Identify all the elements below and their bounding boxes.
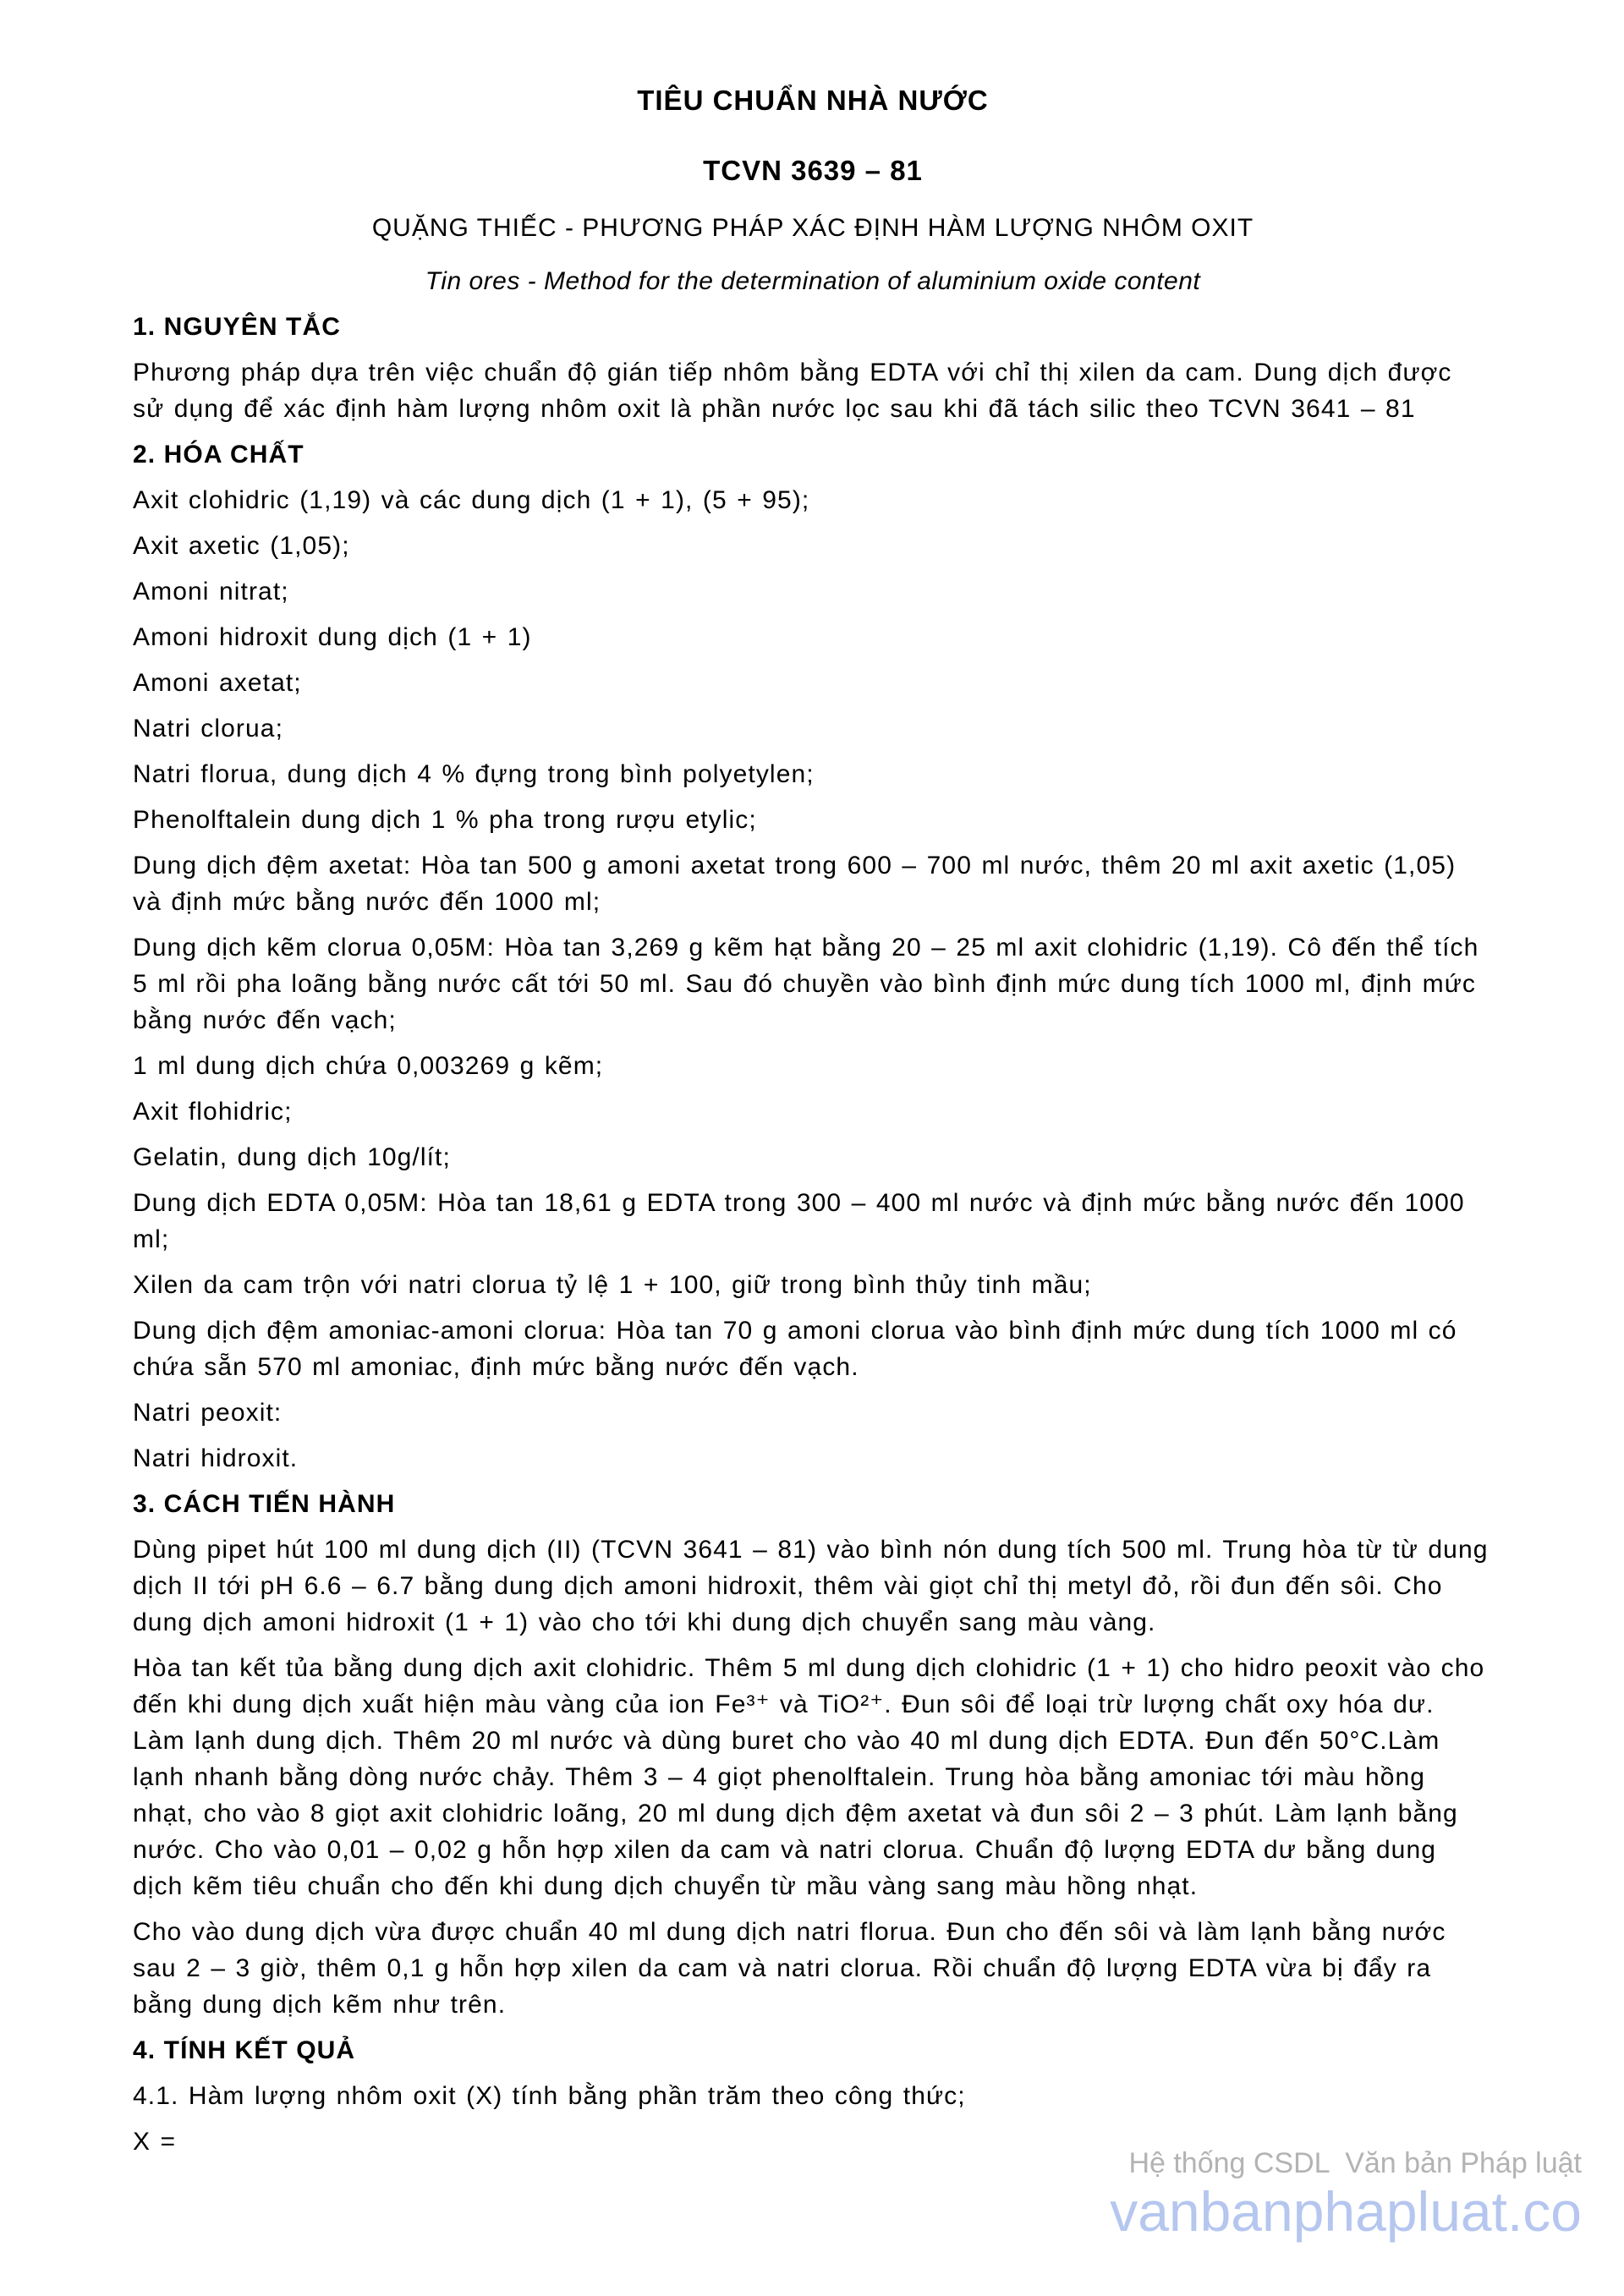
- doc-category-title: TIÊU CHUẨN NHÀ NƯỚC: [637, 85, 989, 116]
- reagent-item: Dung dịch EDTA 0,05M: Hòa tan 18,61 g EDTA trong 300 – 400 ml nước và định mức bằng nước đến 1000 ml;: [133, 1189, 1465, 1253]
- procedure-paragraph: Cho vào dung dịch vừa được chuẩn 40 ml dung dịch natri florua. Đun cho đến sôi và làm lạnh bằng nước sau 2 – 3 giờ, thêm 0,1 g hỗn hợp xilen da cam và natri clorua. Rồi chuẩn độ lượng EDTA vừa bị đẩy ra bằng dung dịch kẽm như trên.: [133, 1918, 1446, 2019]
- reagent-item: Axit clohidric (1,19) và các dung dịch (1 + 1), (5 + 95);: [133, 486, 810, 514]
- title-english: Tin ores - Method for the determination of aluminium oxide content: [425, 267, 1201, 295]
- reagent-item: Amoni axetat;: [133, 669, 302, 697]
- reagent-item: Natri florua, dung dịch 4 % đựng trong bình polyetylen;: [133, 760, 815, 788]
- section-1-paragraph: Phương pháp dựa trên việc chuẩn độ gián tiếp nhôm bằng EDTA với chỉ thị xilen da cam. Dung dịch được sử dụng để xác định hàm lượng nhôm oxit là phần nước lọc sau khi đã tách silic theo TCVN 3641 – 81: [133, 359, 1452, 423]
- reagent-item: 1 ml dung dịch chứa 0,003269 g kẽm;: [133, 1052, 604, 1080]
- procedure-paragraph: Dùng pipet hút 100 ml dung dịch (II) (TCVN 3641 – 81) vào bình nón dung tích 500 ml. Trung hòa từ từ dung dịch II tới pH 6.6 – 6.7 bằng dung dịch amoni hidroxit, thêm vài giọt chỉ thị metyl đỏ, rồi đun đến sôi. Cho dung dịch amoni hidroxit (1 + 1) vào cho tới khi dung dịch chuyển sang màu vàng.: [133, 1536, 1489, 1636]
- watermark-site-name: vanbanphapluat.co: [1110, 2180, 1582, 2243]
- section-1-heading: 1. NGUYÊN TẮC: [133, 313, 341, 341]
- watermark: [1110, 2146, 1582, 2241]
- procedure-paragraph: Hòa tan kết tủa bằng dung dịch axit clohidric. Thêm 5 ml dung dịch clohidric (1 + 1) cho hidro peoxit vào cho đến khi dung dịch xuất hiện màu vàng của ion Fe³⁺ và TiO²⁺. Đun sôi để loại trừ lượng chất oxy hóa dư. Làm lạnh dung dịch. Thêm 20 ml nước và dùng buret cho vào 40 ml dung dịch EDTA. Đun đến 50°C.Làm lạnh nhanh bằng dòng nước chảy. Thêm 3 – 4 giọt phenolftalein. Trung hòa bằng amoniac tới màu hồng nhạt, cho vào 8 giọt axit clohidric loãng, 20 ml dung dịch đệm axetat và đun sôi 2 – 3 phút. Làm lạnh bằng nước. Cho vào 0,01 – 0,02 g hỗn hợp xilen da cam và natri clorua. Chuẩn độ lượng EDTA dư bằng dung dịch kẽm tiêu chuẩn cho đến khi dung dịch chuyển từ mầu vàng sang màu hồng nhạt.: [133, 1654, 1485, 1900]
- reagent-item: Xilen da cam trộn với natri clorua tỷ lệ 1 + 100, giữ trong bình thủy tinh mầu;: [133, 1271, 1092, 1299]
- reagent-item: Gelatin, dung dịch 10g/lít;: [133, 1143, 451, 1171]
- reagent-item: Dung dịch đệm amoniac-amoni clorua: Hòa tan 70 g amoni clorua vào bình định mức dung tích 1000 ml có chứa sẵn 570 ml amoniac, định mức bằng nước đến vạch.: [133, 1317, 1457, 1381]
- section-4-heading: 4. TÍNH KẾT QUẢ: [133, 2036, 356, 2064]
- reagent-item: Phenolftalein dung dịch 1 % pha trong rượu etylic;: [133, 806, 757, 834]
- title-vietnamese: QUẶNG THIẾC - PHƯƠNG PHÁP XÁC ĐỊNH HÀM LƯỢNG NHÔM OXIT: [371, 214, 1254, 242]
- reagent-item: Dung dịch đệm axetat: Hòa tan 500 g amoni axetat trong 600 – 700 ml nước, thêm 20 ml axit axetic (1,05) và định mức bằng nước đến 1000 ml;: [133, 852, 1457, 916]
- reagent-item: Natri clorua;: [133, 715, 284, 743]
- reagent-item: Axit flohidric;: [133, 1098, 293, 1126]
- reagent-item: Natri hidroxit.: [133, 1444, 299, 1472]
- section-2-heading: 2. HÓA CHẤT: [133, 441, 304, 469]
- watermark-system-label: Hệ thống CSDL Văn bản Pháp luật: [1128, 2147, 1582, 2179]
- reagent-item: Dung dịch kẽm clorua 0,05M: Hòa tan 3,269 g kẽm hạt bằng 20 – 25 ml axit clohidric (1,19). Cô đến thể tích 5 ml rồi pha loãng bằng nước cất tới 50 ml. Sau đó chuyền vào bình định mức dung tích 1000 ml, định mức bằng nước đến vạch;: [133, 934, 1479, 1034]
- reagent-item: Axit axetic (1,05);: [133, 532, 350, 560]
- formula-lhs: X =: [133, 2128, 177, 2156]
- reagent-item: Amoni nitrat;: [133, 578, 289, 606]
- reagent-item: Amoni hidroxit dung dịch (1 + 1): [133, 623, 532, 651]
- reagent-item: Natri peoxit:: [133, 1399, 283, 1427]
- result-paragraph: 4.1. Hàm lượng nhôm oxit (X) tính bằng phần trăm theo công thức;: [133, 2082, 966, 2110]
- standard-number: TCVN 3639 – 81: [703, 155, 923, 186]
- section-3-heading: 3. CÁCH TIẾN HÀNH: [133, 1490, 396, 1518]
